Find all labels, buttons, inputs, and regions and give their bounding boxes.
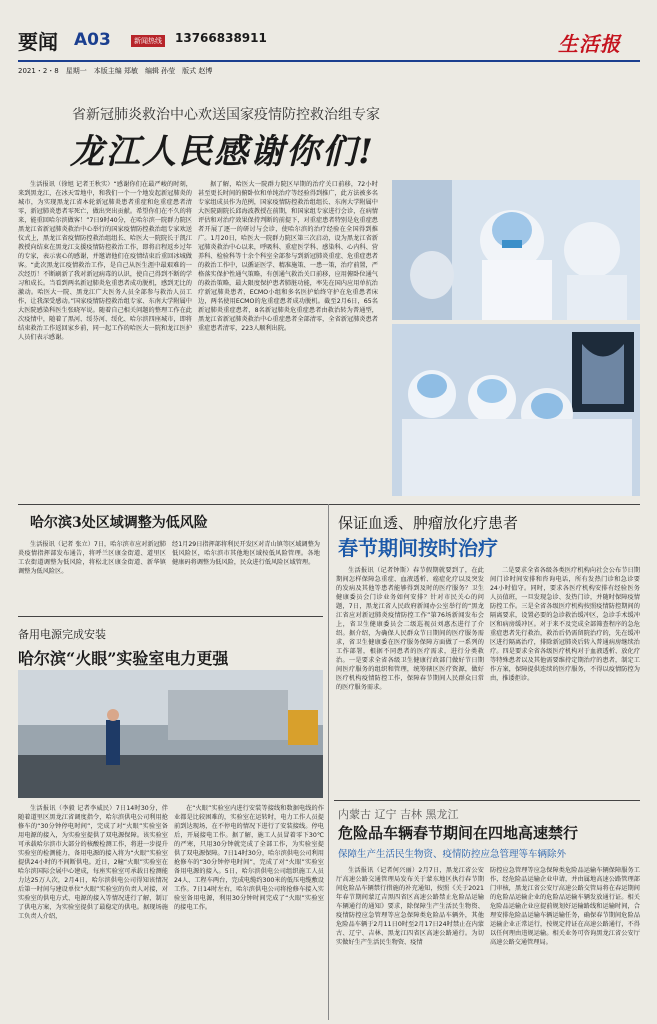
xray-team-illustration (392, 324, 640, 496)
story5-headline: 危险品车辆春节期间在四地高速禁行 (338, 824, 579, 842)
lab-construction-illustration (18, 670, 323, 798)
story2-col1: 生活报讯（记者 张立）7日，哈尔滨市应对新冠肺炎疫情指挥部发布通告，将呼兰区康金街道、道里区工农街道调整为低风险，将松北区康金街道、新华镇调整为低风险区。 (18, 541, 166, 575)
date-line: 2021・2・8 星期一 本版主编 郑敏 编辑 孙莹 版式 赵博 (18, 67, 213, 75)
divider-1 (18, 504, 640, 505)
hotline-label: 新闻热线 (131, 35, 165, 47)
story1-headline: 龙江人民感谢你们! (70, 132, 375, 172)
story4-col2: 二是要求全省各级各类医疗机构向社会公布节日期间门诊时间安排和咨询电话，所有发热门诊和急诊要24小时值守。同时，要求各医疗机构安排有经验医务人员值班，一旦发现急诊、发热门诊，并随时保障疫情防控工作。三是全省各级医疗机构按照疫情防控期间的隔离要求，设置必要的急诊救治缓冲区，急诊手术缓冲区和病房缓冲区。对于来不及完成全部筛查程序的急危重症患者先行救治，救治后仍需留院治疗的，先在缓冲区进行隔离治疗，排除新冠肺炎后转入普通病房继续治疗。四是要求全省各级医疗机构对于血液透析、放化疗等特殊患者以及其他需要维持定期治疗的患者，制定工作方案，保障提供连续的医疗服务，不得以疫情防控为由，推诿拒诊。 (490, 567, 640, 682)
hotline-number: 13766838911 (175, 31, 267, 45)
story5-subhead: 保障生产生活民生物资、疫情防控应急管理等车辆除外 (338, 849, 567, 860)
story3-col2: 在“火眼”实验室内进行安装等接线和数据电线的作业都是比较困难的，实验室在运转时，电力工作人员提前到达现场，在不停电的情况下进行了安装接线。停电后，开展接电工作。据了解，施工人员冒着零下30℃的严寒，只用30分钟就完成了全部工作，为实验室提供了双电源保障。7日14时30分，哈尔滨供电公司利用抢修车的“30分钟停电时间”，完成了对“火眼”实验室备用电源的接入。5日，哈尔滨供电公司组织施工人员24人、工程车两台，完成电缆约300米的低压电缆敷设工作。7日14时左右，哈尔滨供电公司将抢修车接入实验室备用电源，利用30分钟时间完成了“火眼”实验室的接电工作。 (174, 805, 324, 911)
story1-kicker: 省新冠肺炎救治中心欢送国家疫情防控救治组专家 (72, 107, 380, 123)
story5-col1: 生活报讯（记者何兴丽）2月7日，黑龙江省公安厅高速公路交通管理局发布关于蒙东地区执行春节期间危险品车辆禁行措施的补充通知，按照《关于2021年春节期间蒙辽吉黑四省区高速公路禁止危险品运输车辆通行的通知》要求，除保障生产生活民生物资、疫情防控应急管理等应急保障类危险品车辆外，其他危险品车辆于2月11日0时至2月17日24时禁止在内蒙古、辽宁、吉林、黑龙江四省区高速公路通行。为切实做好生产生活民生物资、疫情 (336, 867, 484, 946)
medical-team-illustration (392, 180, 640, 320)
photo-fireeye-lab (18, 670, 323, 798)
story4-headline: 春节期间按时治疗 (338, 536, 498, 560)
story3-kicker: 备用电源完成安装 (18, 628, 106, 641)
story1-col1: 生活报讯（徐旭 记者王秋实）“感谢你们在最严峻的时刻，来到黑龙江，在冰天雪地中，和我们一个一个地发起新冠肺炎的城市，为实现黑龙江省本轮新冠肺炎患者重症和危重症患者清零，新冠肺炎患者零死亡，做出突出贡献。希望你们在不久的将来，能重回哈尔滨做客！”7日9时40分，在哈尔滨一院群力院区黑龙江省新冠肺炎救治中心举行的国家疫情防控救治组专家欢送仪式上，黑龙江省疫情防控救治组组长、哈医大一院院长于凯江教授向结束在黑龙江支援疫情防控救治工作，即将启程返乡过年的专家，表示衷心的感谢，并邀请他们在疫情结束后重回冰城做客。“此次黑龙江疫情救治工作，是自己从医生涯中最艰难的一次经历！不断刷新了我对新冠病毒的认识，使自己得到不断的学习和成长。当看到两名新冠肺炎危重患者成功脱机，感到无比的激动。哈医大一院、黑龙江广大医务人员全部参与救治人员工作，让我深受感动。”国家疫情防控救治组专家、东南大学附属中大医院感染科医生张晓军说。随着自己相关问题的整理工作在此次疫情中，随着了黑河、绥芬河、绥化、哈尔滨四座城市，即将结束救治工作返回家乡前，同一起工作的哈医大一院和龙江医护人员们表示感谢。 (18, 181, 192, 341)
story2-headline: 哈尔滨3处区域调整为低风险 (30, 515, 208, 531)
page-header (0, 0, 657, 80)
page-number: A03 (74, 30, 111, 50)
story3-col1: 生活报讯（李毅 记者李威民）7日14时30分，伴随着道里区黑龙江省调度指令，哈尔滨供电公司利用抢修车的“30分钟停电时间”，完成了对“火眼”实验室备用电源的接入，为实验室提供了双电源保障。该实验室可承载哈尔滨市大部分的核酸检测工作，将进一步提升实验室的检测能力，备用电源的接入将为“火眼”实验室提供24小时的不间断供电。近日，2幢“火眼”实验室在哈尔滨国际会展中心建成，每座实验室可承载日检测能力达25万人次，2月4日，哈尔滨供电公司得知该情况后第一时间与建设单位“火眼”实验室的负责人对接，对实验室的供电方式、电源的接入等情况进行了解，制订了供电方案，为实验室提供了最稳定的供电。据现场施工负责人介绍， (18, 805, 168, 920)
section-title: 要闻 (18, 30, 58, 54)
paper-logo: 生活报 (558, 32, 621, 56)
photo-medical-team-top (392, 180, 640, 320)
story4-kicker: 保证血透、肿瘤放化疗患者 (338, 514, 519, 532)
photo-medical-team-bottom (392, 324, 640, 496)
divider-3 (334, 800, 640, 801)
header-rule (18, 60, 640, 62)
story4-col1: 生活报讯（记者钟斯）春节假期就要到了，在此期间怎样保障急重症、血液透析、癌症化疗以及突发的发病及其他等患者能够得到及时的医疗服务？卫生健康委员会门诊业务如何安排？针对市民关心的问题，7日，黑龙江省人民政府新闻办公室举行的“黑龙江省应对新冠肺炎疫情防控工作”第76场新闻发布会上，省卫生健康委员会二级巡视员刘惠杰进行了介绍。据介绍，为确保人民群众节日期间的医疗服务需求，省卫生健康委在医疗服务保障方面做了一系列的工作部署，根据不同患者的医疗需求，进行分类救治。一是要求全省各级卫生健康行政部门做好节日期间医疗服务的组织和管理，统筹辖区医疗资源，做好医疗机构疫情防控工作，保障春节期间人民群众日常的医疗服务需求。 (336, 567, 484, 691)
story5-col2: 防控应急管理等应急保障类危险品运输车辆保障服务工作，经危险品运输企业申请，并由属地高速公路管理部门审核，黑龙江省公安厅高速公路交管局将在春运期间的危险品运输企业的危险品运输车辆发放通行证。相关危险品运输企业应提前规划好运输路线和运输时间，合理安排危险品运输车辆运输任务，确保春节期间危险品运输企业正常运行，按规定持证在高速公路通行，不得以任何理由违规运输。相关业务可咨询黑龙江省公安厅高速公路交通管理局。 (490, 867, 640, 946)
story3-headline: 哈尔滨“火眼”实验室电力更强 (18, 649, 229, 668)
divider-2 (18, 616, 323, 617)
vertical-divider (328, 504, 329, 1020)
story1-col2: 据了解，哈医大一院群力院区早期的治疗关口前移，72小时甚至更长时间的俯卧位和单纯治疗等经验得到推广，此方法被多名专家组成员作为范例，国家疫情防控救治组组长、东南大学附属中大医院副院长邱海波教授在前期，和国家组专家进行会诊，在病情评估和对治疗效果保持判断的前提下，对重症患者特别是危重症患者开展了逐一的研讨与会诊，使哈尔滨的治疗经验在全国得到推广。1月20日，哈医大一院群力院区第三次启动，设为黑龙江省新冠肺炎救治中心以来，呼吸科、重症医学科、感染科、心内科、营养科、检验科等十余个科室全部参与到新冠肺炎重症、危重症患者的救治工作中，以循证医学、精准施策、一患一策，治疗前置，严格落实保护性通气策略，有创通气救治关口前移，应用俯卧位通气的救治策略，最大限度保护患者肺脏功能，率先在国内应用单抗治疗新冠肺炎患者，ECMO小组和多名医护始终守护在危重患者床边，两名使用ECMO的危重症患者成功脱机。截至2月6日，65名新冠肺炎重症患者，8名新冠肺炎危重症患者由救治转为普通型，黑龙江省新冠肺炎救治中心重症患者全部清零，全省新冠肺炎患者重症患者清零，223人顺利出院。 (198, 181, 378, 332)
story2-col2: 经1月29日指挥部将利民开发区对青山镇等区域调整为低风险区，哈尔滨市其他地区域按低风险管理。各地健康码将调整为低风险，民众进行低风险区域管理。 (172, 541, 320, 566)
story5-kicker: 内蒙古 辽宁 吉林 黑龙江 (338, 808, 459, 821)
